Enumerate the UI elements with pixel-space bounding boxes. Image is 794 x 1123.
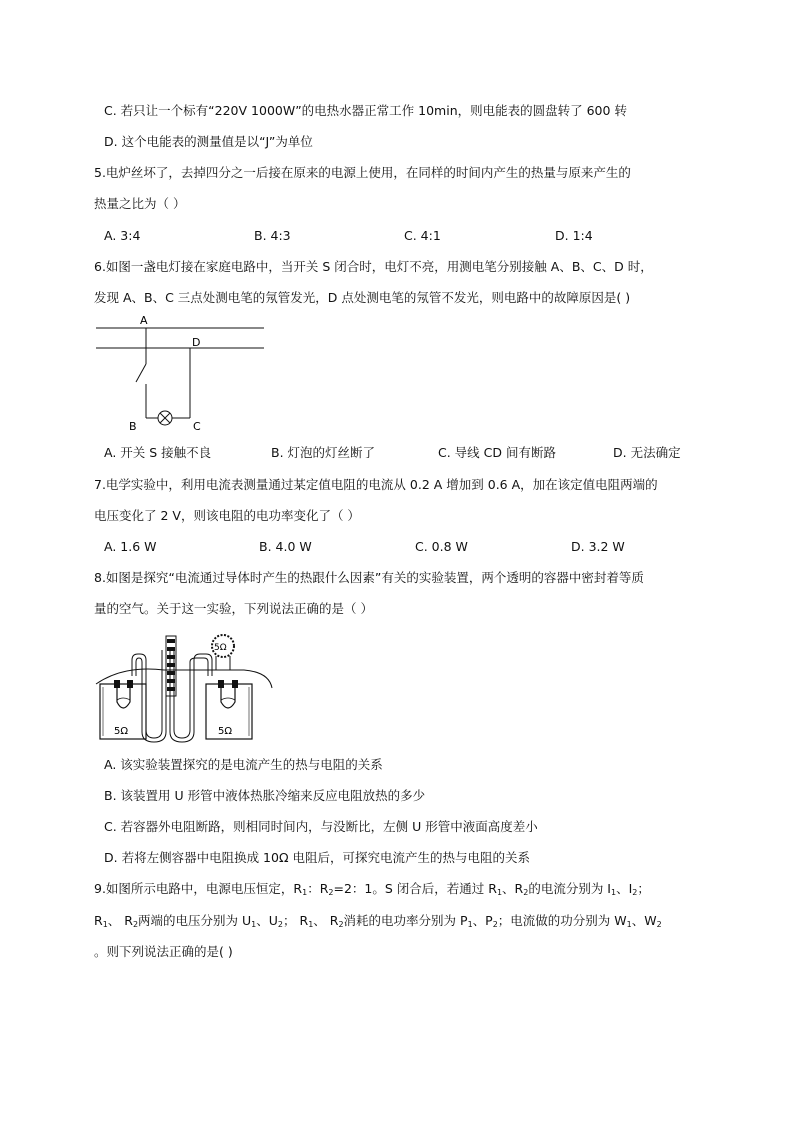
q4-option-d: D. 这个电能表的测量值是以“J”为单位 xyxy=(104,134,313,149)
q5-option-c: C. 4:1 xyxy=(404,228,441,243)
q8-option-a: A. 该实验装置探究的是电流产生的热与电阻的关系 xyxy=(104,757,383,772)
q8-option-d: D. 若将左侧容器中电阻换成 10Ω 电阻后，可探究电流产生的热与电阻的关系 xyxy=(104,850,530,865)
q9-stem-line2: $R_1$、 $R_2$两端的电压分别为 $U_1$、$U_2$； $R_1$、 $R_2$消耗的电功率分别为 $P_1$、$P_2$；电流做的功分别为 $W_1$、$W_2$ xyxy=(94,913,662,929)
left-resistor-label: 5Ω xyxy=(114,726,129,737)
q7-option-c: C. 0.8 W xyxy=(415,539,468,554)
switch-s xyxy=(136,364,146,382)
q4-option-c: C. 若只让一个标有“220V 1000W”的电热水器正常工作 10min，则电能表的圆盘转了 600 转 xyxy=(104,103,627,118)
q6-option-b: B. 灯泡的灯丝断了 xyxy=(271,445,376,460)
q9-stem-line3: 。则下列说法正确的是( ) xyxy=(94,944,233,959)
q8-option-b: B. 该装置用 U 形管中液体热胀冷缩来反应电阻放热的多少 xyxy=(104,788,426,803)
q5-option-b: B. 4:3 xyxy=(254,228,291,243)
q6-circuit-figure xyxy=(90,312,270,442)
q6-option-c: C. 导线 CD 间有断路 xyxy=(438,445,556,460)
outside-resistor-label: 5Ω xyxy=(214,643,227,653)
q5-option-d: D. 1:4 xyxy=(555,228,593,243)
q8-stem-line2: 量的空气。关于这一实验，下列说法正确的是（ ） xyxy=(94,601,373,616)
q7-stem-line2: 电压变化了 2 V，则该电阻的电功率变化了（ ） xyxy=(94,508,360,523)
q6-stem-line2: 发现 A、B、C 三点处测电笔的氖管发光，D 点处测电笔的氖管不发光，则电路中的故障原因是( ) xyxy=(94,290,631,305)
q6-option-a: A. 开关 S 接触不良 xyxy=(104,445,212,460)
q5-option-a: A. 3:4 xyxy=(104,228,141,243)
q7-option-b: B. 4.0 W xyxy=(259,539,312,554)
label-c: C xyxy=(193,420,201,433)
q8-stem-line1: 8.如图是探究“电流通过导体时产生的热跟什么因素”有关的实验装置，两个透明的容器中密封着等质 xyxy=(94,570,644,585)
q8-apparatus-figure xyxy=(94,630,274,745)
label-a: A xyxy=(140,314,148,327)
q9-stem-line1: 9.如图所示电路中，电源电压恒定，$R_1$：$R_2=2$：1。S 闭合后，若通过 $R_1$、$R_2$的电流分别为 $I_1$、$I_2$； xyxy=(94,881,650,897)
q7-option-d: D. 3.2 W xyxy=(571,539,625,554)
q6-stem-line1: 6.如图一盏电灯接在家庭电路中，当开关 S 闭合时，电灯不亮，用测电笔分别接触 A、B、C、D 时， xyxy=(94,259,653,274)
q6-option-d: D. 无法确定 xyxy=(613,445,681,460)
label-d: D xyxy=(192,336,201,349)
q5-stem-line2: 热量之比为（ ） xyxy=(94,196,186,211)
q8-option-c: C. 若容器外电阻断路，则相同时间内，与没断比，左侧 U 形管中液面高度差小 xyxy=(104,819,538,834)
q5-stem-line1: 5.电炉丝坏了，去掉四分之一后接在原来的电源上使用，在同样的时间内产生的热量与原来产生的 xyxy=(94,165,631,180)
q7-stem-line1: 7.电学实验中，利用电流表测量通过某定值电阻的电流从 0.2 A 增加到 0.6 A，加在该定值电阻两端的 xyxy=(94,477,658,492)
label-b: B xyxy=(129,420,137,433)
q7-option-a: A. 1.6 W xyxy=(104,539,157,554)
right-resistor-label: 5Ω xyxy=(218,726,233,737)
